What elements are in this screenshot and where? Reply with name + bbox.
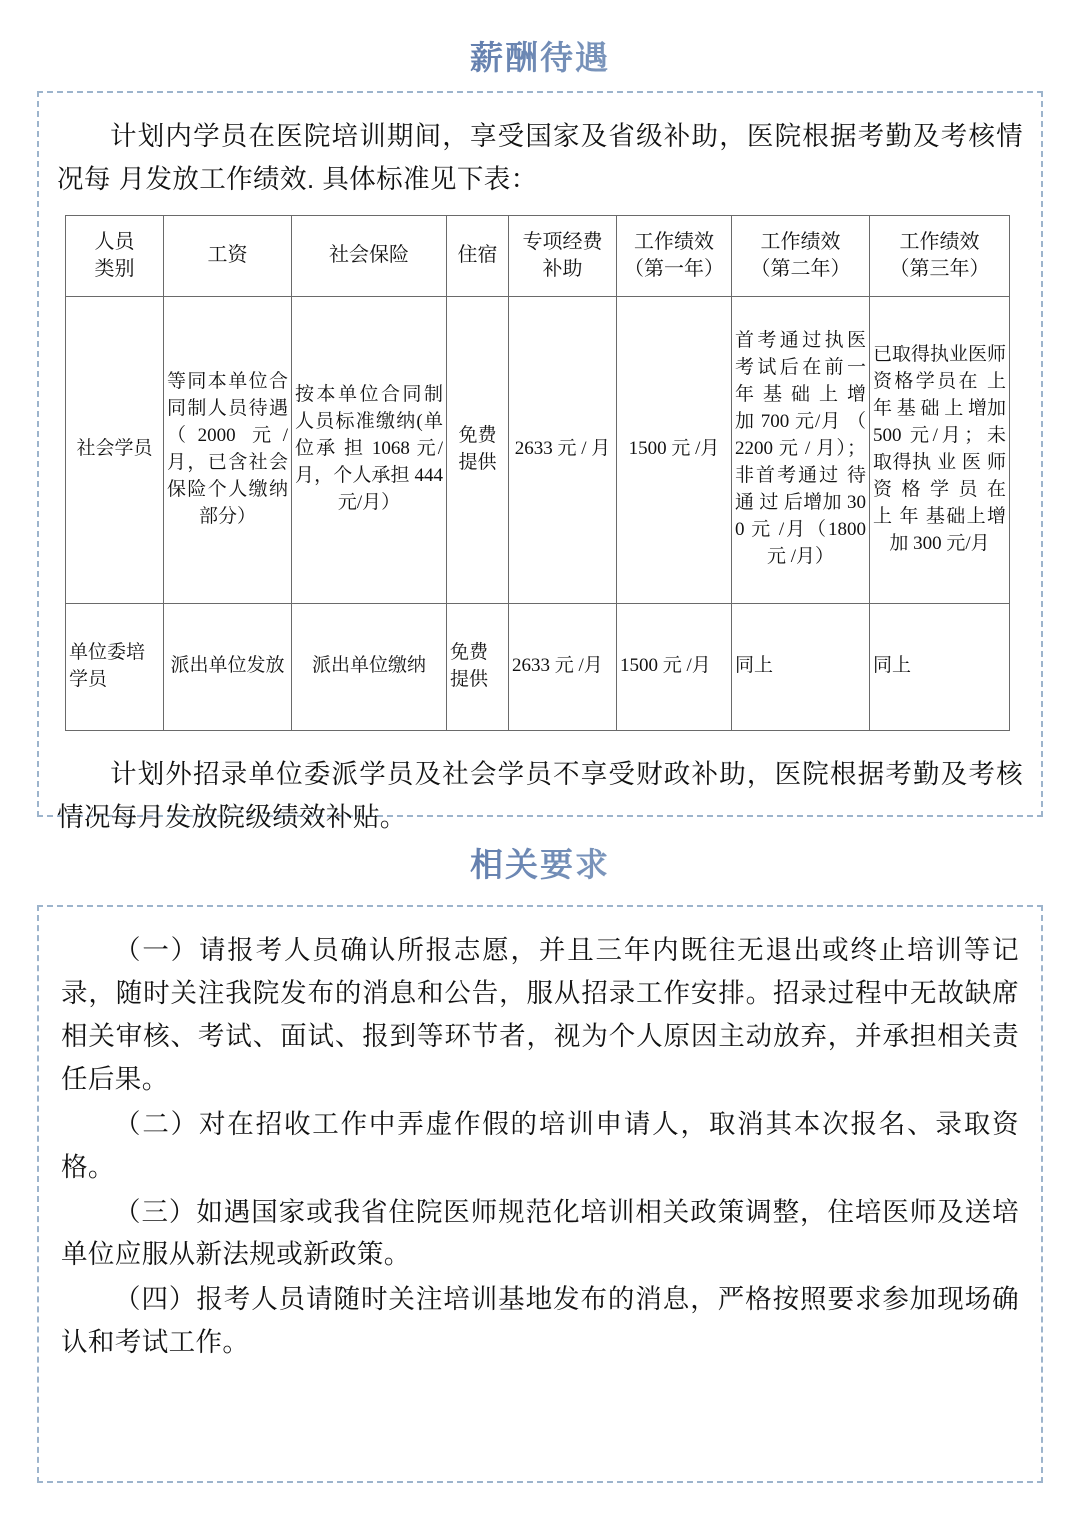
header-line-2: 类别	[94, 257, 135, 280]
header-line-2: （第二年）	[750, 257, 851, 280]
requirement-item-1: （一）请报考人员确认所报志愿，并且三年内既往无退出或终止培训等记录，随时关注我院发布的消息和公告，服从招录工作安排。招录过程中无故缺席相关审核、考试、面试、报到等环节者，视为个人原因主动放弃，并承担相关责任后果。	[61, 935, 1019, 1094]
requirements-box-inner	[39, 907, 1041, 1364]
table-row	[66, 603, 1010, 730]
col-header-performance-year3	[870, 215, 1010, 296]
salary-standards-table	[65, 215, 1010, 731]
cell-performance-year2: 首考通过执医考试后在前一年 基 础 上 增 加 700 元/月 （ 2200 元 / 月）；非首考通过 待 通 过 后增加 300 元 /月（1800 元 /月）	[732, 296, 870, 603]
pay-content-box	[37, 91, 1043, 832]
col-header-social-insurance	[292, 215, 447, 296]
header-line-2: 住宿	[457, 244, 498, 267]
cell-salary: 派出单位发放	[164, 603, 292, 730]
header-line-1: 人员	[94, 230, 135, 253]
requirement-item-3: （三）如遇国家或我省住院医师规范化培训相关政策调整，住培医师及送培单位应服从新法规或新政策。	[61, 1196, 1019, 1270]
cell-social-insurance: 派出单位缴纳	[292, 603, 447, 730]
section-heading-requirements: 相关要求	[0, 845, 1080, 885]
table-body	[66, 296, 1010, 730]
header-line-1: 专项经费	[522, 230, 603, 253]
col-header-housing	[447, 215, 509, 296]
cell-performance-year2: 同上	[732, 603, 870, 730]
pay-outro-paragraph: 计划外招录单位委派学员及社会学员不享受财政补助，医院根据考勤及考核情况每月发放院级绩效补贴。	[57, 758, 1023, 832]
col-header-performance-year2	[732, 215, 870, 296]
requirement-item-4: （四）报考人员请随时关注培训基地发布的消息，严格按照要求参加现场确认和考试工作。	[61, 1284, 1019, 1358]
section-heading-pay: 薪酬待遇	[0, 38, 1080, 78]
pay-box-inner	[39, 93, 1041, 839]
cell-special-fund: 2633 元 / 月	[509, 296, 617, 603]
header-line-2: （第三年）	[889, 257, 990, 280]
header-line-2: 工资	[207, 244, 248, 267]
cell-performance-year1: 1500 元 /月	[617, 296, 732, 603]
cell-salary: 等同本单位合同制人员待遇（2000 元/月，已含社会保险个人缴纳部分）	[164, 296, 292, 603]
cell-performance-year1: 1500 元 /月	[617, 603, 732, 730]
header-line-2: （第一年）	[624, 257, 724, 280]
table-head	[66, 215, 1010, 296]
header-line-1: 工作绩效	[634, 230, 714, 253]
col-header-special-fund	[509, 215, 617, 296]
cell-category: 社会学员	[66, 296, 164, 603]
col-header-performance-year1	[617, 215, 732, 296]
header-line-1: 工作绩效	[899, 230, 980, 253]
header-line-2: 社会保险	[329, 244, 409, 267]
cell-housing: 免费提供	[447, 603, 509, 730]
pay-table-wrapper	[65, 215, 1009, 731]
pay-intro-paragraph: 计划内学员在医院培训期间，享受国家及省级补助，医院根据考勤及考核情况每 月发放工作绩效. 具体标准见下表：	[57, 121, 1023, 194]
header-line-1: 工作绩效	[760, 230, 841, 253]
table-row	[66, 296, 1010, 603]
cell-performance-year3: 已取得执业医师资格学员在 上 年 基 础 上 增加 500 元/月；未取得执 业 医 师 资 格 学 员 在 上 年 基础上增 加 300 元/月	[870, 296, 1010, 603]
cell-special-fund: 2633 元 /月	[509, 603, 617, 730]
requirements-content-box	[37, 905, 1043, 1483]
cell-category: 单位委培学员	[66, 603, 164, 730]
table-header-row	[66, 215, 1010, 296]
requirement-item-2: （二）对在招收工作中弄虚作假的培训申请人，取消其本次报名、录取资格。	[61, 1108, 1019, 1182]
cell-performance-year3: 同上	[870, 603, 1010, 730]
cell-housing: 免费提供	[447, 296, 509, 603]
cell-social-insurance: 按本单位合同制人员标准缴纳(单位承 担 1068 元/ 月，个人承担 444 元/月）	[292, 296, 447, 603]
col-header-category	[66, 215, 164, 296]
col-header-salary	[164, 215, 292, 296]
header-line-2: 补助	[542, 257, 583, 280]
